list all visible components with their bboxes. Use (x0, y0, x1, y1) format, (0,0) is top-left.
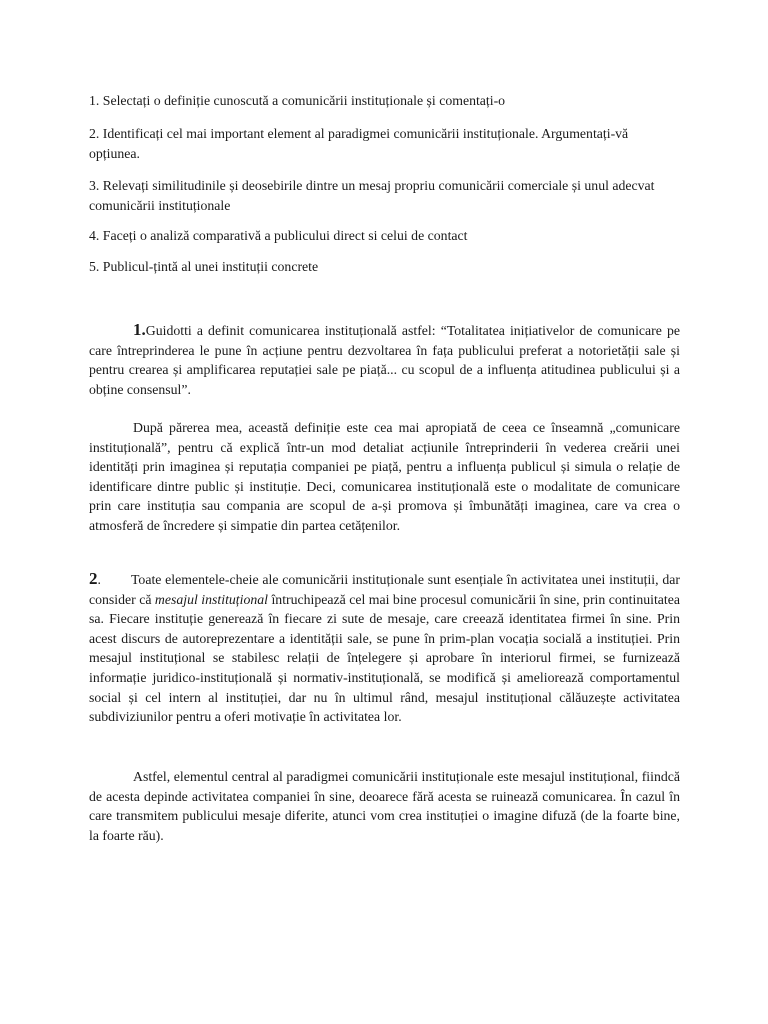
question-4: 4. Faceți o analiză comparativă a publicului direct si celui de contact (89, 228, 468, 243)
answer-2-part1: Toate elementele-cheie ale comunicării instituționale sunt esențiale în activitatea unei instituții, dar consider că (89, 572, 680, 607)
answer-2-number: 2 (89, 569, 98, 588)
question-2: 2. Identificați cel mai important element al paradigmei comunicării instituționale. Argumentați-vă opțiunea. (89, 126, 629, 161)
answer-2-conclusion-text: Astfel, elementul central al paradigmei comunicării instituționale este mesajul instituțional, fiindcă de acesta depinde activitatea companiei în sine, deoarece fără acesta se ruinează comunicarea. În cazul în care transmitem publicului mesaje diferite, atunci vom crea instituției o imagine difuză (de la foarte bine, la foarte rău). (89, 769, 680, 843)
answer-2-emphasis: mesajul instituțional (154, 591, 268, 607)
question-3: 3. Relevați similitudinile și deosebirile dintre un mesaj propriu comunicării comerciale și unul adecvat comunicării instituționale (89, 178, 655, 213)
answer-1-text: Guidotti a definit comunicarea instituțională astfel: “Totalitatea inițiativelor de comunicare pe care întreprinderea le pune în acțiune pentru dezvoltarea în fața publicului preferat a notorietății sale și pentru crearea și amplificarea reputației sale pe piață... cu scopul de a influența atitudinea publicului și a obține consensul”. (89, 323, 680, 397)
question-1: 1. Selectați o definiție cunoscută a comunicării instituționale și comentați-o (89, 93, 506, 108)
answer-2-number-dot: . (97, 572, 101, 587)
answer-1-definition (89, 320, 680, 399)
answer-1-comment-text: După părerea mea, această definiție este cea mai apropiată de ceea ce înseamnă „comunicare instituțională”, pentru că explică într-un mod detaliat acțiunile întreprinderii în vederea creării unei identități prin imaginea și reputația companiei pe piață, pentru a influența publicul și simula o relație de identificare dintre public și instituție. Deci, comunicarea instituțională este o modalitate de comunicare prin care instituția sau compania are scopul de a-și promova și îmbunătăți imaginea, care va crea o atmosferă de încredere și simpatie din partea cetățenilor. (89, 420, 680, 533)
answer-2-body (89, 569, 680, 727)
answer-2-conclusion (89, 767, 680, 845)
answer-1-comment (89, 418, 680, 536)
question-5: 5. Publicul-țintă al unei instituții concrete (89, 259, 319, 274)
answer-1-number: 1. (133, 320, 146, 339)
answer-2-part2: întruchipează cel mai bine procesul comunicării în sine, prin continuitatea sa. Fiecare instituție generează în fiecare zi sute de mesaje, care creează identitatea firmei în sine. Prin acest discurs de autoreprezentare a identității sale, se pune în prim-plan vocația socială a instituției. Prin mesajul instituțional se stabilesc relații de înțelegere și aprobare în interiorul firmei, se furnizează informație juridico-instituțională și normativ-instituțională, se modifică și ameliorează comportamentul social și cel intern al instituției, dar nu în ultimul rând, mesajul instituțional călăuzește activitatea subdiviziunilor pentru a oferi motivație în activitatea lor. (89, 591, 680, 725)
